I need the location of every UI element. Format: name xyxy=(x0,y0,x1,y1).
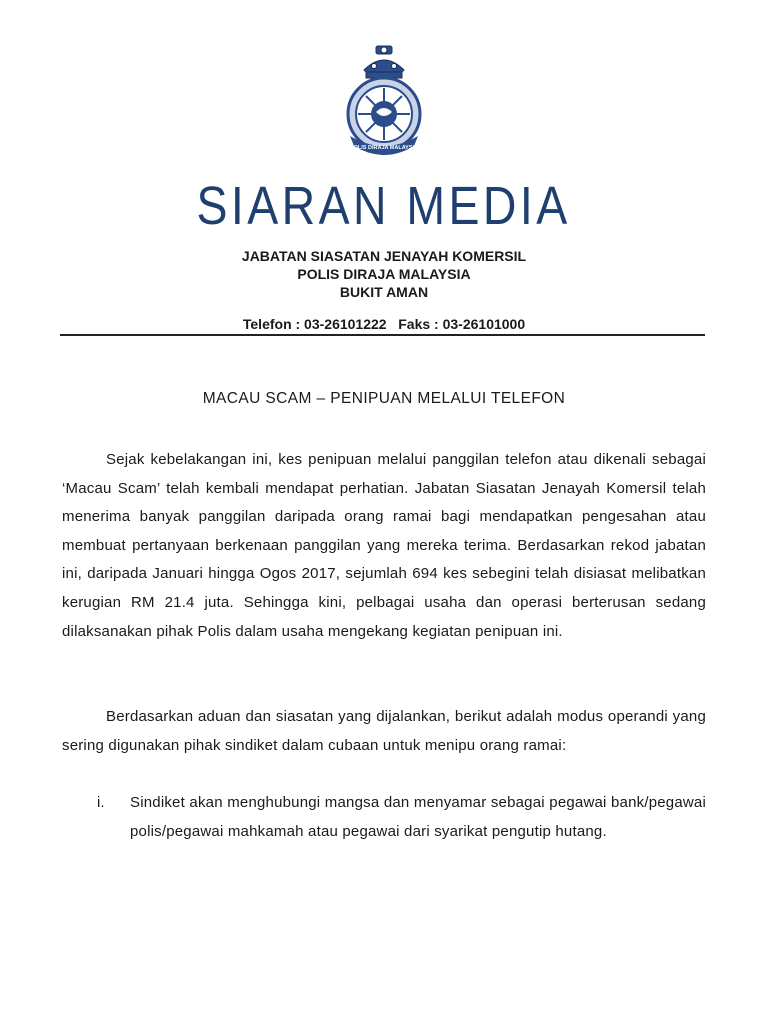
list-item-number: i. xyxy=(97,794,105,811)
list-item-text: Sindiket akan menghubungi mangsa dan menyamar sebagai pegawai bank/pegawai polis/pegawai mahkamah atau pegawai dari syarikat pengutip hutang. xyxy=(130,794,706,840)
document-title: SIARAN MEDIA xyxy=(196,176,572,236)
police-crest-logo xyxy=(336,44,432,156)
org-police: POLIS DIRAJA MALAYSIA xyxy=(297,266,471,282)
article-headline: MACAU SCAM – PENIPUAN MELALUI TELEFON xyxy=(202,390,566,407)
header-divider xyxy=(60,334,705,336)
paragraph-2: Berdasarkan aduan dan siasatan yang dijalankan, berikut adalah modus operandi yang sering digunakan pihak sindiket dalam cubaan untuk menipu orang ramai: xyxy=(62,708,706,754)
crest-seal-text: POLIS DIRAJA MALAYSIA xyxy=(349,145,419,151)
paragraph-1: Sejak kebelakangan ini, kes penipuan melalui panggilan telefon atau dikenali sebagai ‘Macau Scam’ telah kembali mendapat perhatian. Jabatan Siasatan Jenayah Komersil telah menerima banyak panggilan daripada orang ramai bagi mendapatkan pengesahan atau membuat pertanyaan berkenaan panggilan yang mereka terima. Berdasarkan rekod jabatan ini, daripada Januari hingga Ogos 2017, sejumlah 694 kes sebegini telah disiasat melibatkan kerugian RM 21.4 juta. Sehingga kini, pelbagai usaha dan operasi berterusan sedang dilaksanakan pihak Polis dalam usaha mengekang kegiatan penipuan ini. xyxy=(62,451,706,640)
contact-line: Telefon : 03-26101222 Faks : 03-26101000 xyxy=(242,316,526,332)
org-location: BUKIT AMAN xyxy=(339,284,429,300)
org-department: JABATAN SIASATAN JENAYAH KOMERSIL xyxy=(241,248,527,264)
